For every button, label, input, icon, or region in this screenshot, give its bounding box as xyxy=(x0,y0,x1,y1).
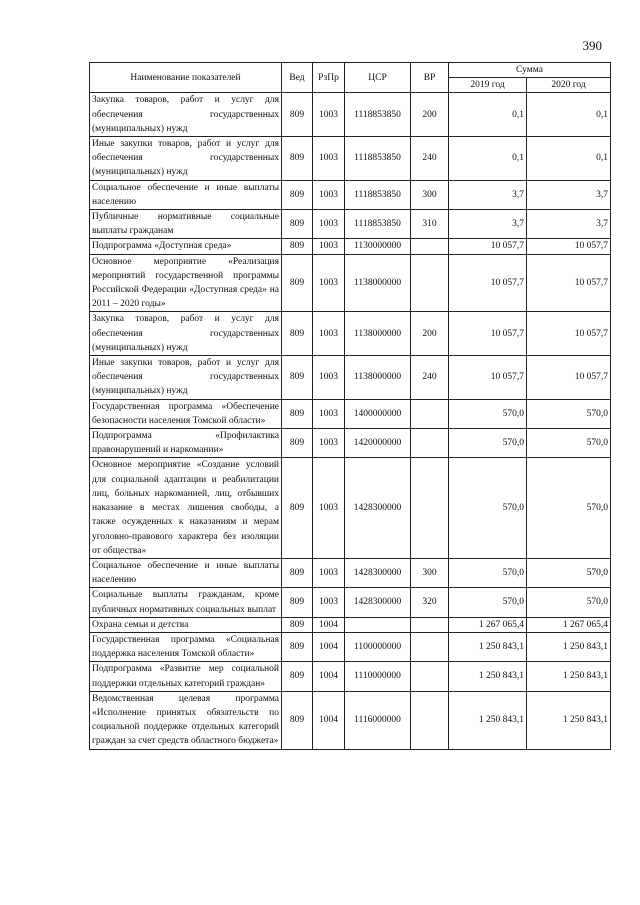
header-rzpr: РзПр xyxy=(313,63,345,93)
table-row xyxy=(90,662,611,691)
row-2020-amount: 10 057,7 xyxy=(527,254,611,312)
row-rzpr-cell: 1003 xyxy=(313,458,345,558)
row-csr-cell: 1428300000 xyxy=(345,458,411,558)
row-2020-amount: 10 057,7 xyxy=(527,356,611,400)
table-row xyxy=(90,210,611,239)
row-csr-cell: 1428300000 xyxy=(345,558,411,587)
row-vr-cell xyxy=(411,662,449,691)
header-vr: ВР xyxy=(411,63,449,93)
row-2020-amount: 3,7 xyxy=(527,210,611,239)
row-2020-amount: 570,0 xyxy=(527,588,611,617)
row-name-cell: Ведомственная целевая программа «Исполнение принятых обязательств по социальной поддержке отдельных категорий граждан за счет средств областного бюджета» xyxy=(90,691,282,749)
row-rzpr-cell: 1003 xyxy=(313,399,345,428)
row-csr-cell: 1116000000 xyxy=(345,691,411,749)
row-2019-amount: 570,0 xyxy=(449,588,527,617)
header-2019: 2019 год xyxy=(449,78,527,93)
row-name-cell: Подпрограмма «Развитие мер социальной поддержки отдельных категорий граждан» xyxy=(90,662,282,691)
row-name-cell: Социальные выплаты гражданам, кроме публичных нормативных социальных выплат xyxy=(90,588,282,617)
table-row xyxy=(90,588,611,617)
row-rzpr-cell: 1003 xyxy=(313,210,345,239)
header-csr: ЦСР xyxy=(345,63,411,93)
row-2019-amount: 10 057,7 xyxy=(449,254,527,312)
header-name: Наименование показателей xyxy=(90,63,282,93)
row-rzpr-cell: 1003 xyxy=(313,254,345,312)
row-csr-cell xyxy=(345,617,411,632)
row-rzpr-cell: 1004 xyxy=(313,662,345,691)
row-2019-amount: 0,1 xyxy=(449,93,527,137)
row-name-cell: Подпрограмма «Доступная среда» xyxy=(90,239,282,254)
table-row xyxy=(90,691,611,749)
row-vr-cell: 200 xyxy=(411,312,449,356)
row-2020-amount: 10 057,7 xyxy=(527,239,611,254)
row-2019-amount: 1 267 065,4 xyxy=(449,617,527,632)
row-name-cell: Публичные нормативные социальные выплаты гражданам xyxy=(90,210,282,239)
table-row xyxy=(90,356,611,400)
row-name-cell: Охрана семьи и детства xyxy=(90,617,282,632)
row-2019-amount: 10 057,7 xyxy=(449,239,527,254)
row-2019-amount: 1 250 843,1 xyxy=(449,632,527,661)
row-name-cell: Основное мероприятие «Создание условий для социальной адаптации и реабилитации лиц, больных наркоманией, лиц, отбывших наказание в местах лишения свободы, а также осужденных к наказаниям и мерам уголовно-правового характера без изоляции от общества» xyxy=(90,458,282,558)
row-ved-cell: 809 xyxy=(282,632,313,661)
row-2019-amount: 0,1 xyxy=(449,137,527,181)
row-2019-amount: 3,7 xyxy=(449,210,527,239)
row-name-cell: Основное мероприятие «Реализация мероприятий государственной программы Российской Федерации «Доступная среда» на 2011 – 2020 годы» xyxy=(90,254,282,312)
row-2020-amount: 3,7 xyxy=(527,180,611,209)
row-csr-cell: 1130000000 xyxy=(345,239,411,254)
row-csr-cell: 1110000000 xyxy=(345,662,411,691)
row-csr-cell: 1420000000 xyxy=(345,429,411,458)
row-vr-cell xyxy=(411,458,449,558)
row-name-cell: Подпрограмма «Профилактика правонарушений и наркомании» xyxy=(90,429,282,458)
row-name-cell: Иные закупки товаров, работ и услуг для обеспечения государственных (муниципальных) нужд xyxy=(90,137,282,181)
row-name-cell: Закупка товаров, работ и услуг для обеспечения государственных (муниципальных) нужд xyxy=(90,312,282,356)
row-name-cell: Социальное обеспечение и иные выплаты населению xyxy=(90,558,282,587)
row-vr-cell xyxy=(411,399,449,428)
header-sum: Сумма xyxy=(449,63,611,78)
table-row xyxy=(90,632,611,661)
budget-table xyxy=(89,62,611,750)
table-row xyxy=(90,429,611,458)
table-row xyxy=(90,558,611,587)
row-vr-cell: 240 xyxy=(411,137,449,181)
row-rzpr-cell: 1003 xyxy=(313,558,345,587)
table-body xyxy=(90,93,611,749)
row-csr-cell: 1138000000 xyxy=(345,356,411,400)
row-name-cell: Закупка товаров, работ и услуг для обеспечения государственных (муниципальных) нужд xyxy=(90,93,282,137)
table-row xyxy=(90,254,611,312)
row-ved-cell: 809 xyxy=(282,558,313,587)
table-row xyxy=(90,458,611,558)
row-rzpr-cell: 1003 xyxy=(313,356,345,400)
header-2020: 2020 год xyxy=(527,78,611,93)
row-rzpr-cell: 1003 xyxy=(313,239,345,254)
row-csr-cell: 1118853850 xyxy=(345,180,411,209)
table-row xyxy=(90,399,611,428)
row-rzpr-cell: 1003 xyxy=(313,180,345,209)
row-2020-amount: 1 267 065,4 xyxy=(527,617,611,632)
row-ved-cell: 809 xyxy=(282,356,313,400)
row-ved-cell: 809 xyxy=(282,137,313,181)
row-2020-amount: 1 250 843,1 xyxy=(527,662,611,691)
row-vr-cell: 300 xyxy=(411,180,449,209)
row-vr-cell xyxy=(411,617,449,632)
table-row xyxy=(90,239,611,254)
row-vr-cell: 320 xyxy=(411,588,449,617)
row-2020-amount: 570,0 xyxy=(527,458,611,558)
row-2019-amount: 1 250 843,1 xyxy=(449,691,527,749)
table-row xyxy=(90,137,611,181)
row-csr-cell: 1118853850 xyxy=(345,93,411,137)
row-rzpr-cell: 1004 xyxy=(313,691,345,749)
row-2019-amount: 570,0 xyxy=(449,399,527,428)
row-2020-amount: 0,1 xyxy=(527,137,611,181)
row-name-cell: Государственная программа «Обеспечение безопасности населения Томской области» xyxy=(90,399,282,428)
table-row xyxy=(90,617,611,632)
row-ved-cell: 809 xyxy=(282,429,313,458)
row-ved-cell: 809 xyxy=(282,662,313,691)
row-2020-amount: 0,1 xyxy=(527,93,611,137)
row-csr-cell: 1428300000 xyxy=(345,588,411,617)
row-2019-amount: 3,7 xyxy=(449,180,527,209)
row-vr-cell: 240 xyxy=(411,356,449,400)
row-vr-cell xyxy=(411,239,449,254)
row-2020-amount: 10 057,7 xyxy=(527,312,611,356)
row-ved-cell: 809 xyxy=(282,312,313,356)
row-ved-cell: 809 xyxy=(282,458,313,558)
row-rzpr-cell: 1003 xyxy=(313,93,345,137)
row-ved-cell: 809 xyxy=(282,617,313,632)
row-rzpr-cell: 1004 xyxy=(313,617,345,632)
row-vr-cell: 300 xyxy=(411,558,449,587)
row-csr-cell: 1118853850 xyxy=(345,210,411,239)
row-csr-cell: 1400000000 xyxy=(345,399,411,428)
row-ved-cell: 809 xyxy=(282,399,313,428)
header-ved: Вед xyxy=(282,63,313,93)
row-vr-cell xyxy=(411,254,449,312)
row-vr-cell: 310 xyxy=(411,210,449,239)
row-ved-cell: 809 xyxy=(282,93,313,137)
row-rzpr-cell: 1004 xyxy=(313,632,345,661)
table-row xyxy=(90,180,611,209)
row-2019-amount: 570,0 xyxy=(449,458,527,558)
row-rzpr-cell: 1003 xyxy=(313,429,345,458)
row-vr-cell xyxy=(411,632,449,661)
row-2020-amount: 1 250 843,1 xyxy=(527,691,611,749)
row-csr-cell: 1118853850 xyxy=(345,137,411,181)
row-name-cell: Государственная программа «Социальная поддержка населения Томской области» xyxy=(90,632,282,661)
table-row xyxy=(90,93,611,137)
row-ved-cell: 809 xyxy=(282,691,313,749)
row-ved-cell: 809 xyxy=(282,210,313,239)
row-vr-cell: 200 xyxy=(411,93,449,137)
row-rzpr-cell: 1003 xyxy=(313,137,345,181)
row-2019-amount: 1 250 843,1 xyxy=(449,662,527,691)
row-2020-amount: 570,0 xyxy=(527,429,611,458)
page-number: 390 xyxy=(582,38,602,53)
row-vr-cell xyxy=(411,429,449,458)
row-ved-cell: 809 xyxy=(282,239,313,254)
row-2019-amount: 10 057,7 xyxy=(449,312,527,356)
row-2020-amount: 570,0 xyxy=(527,399,611,428)
row-rzpr-cell: 1003 xyxy=(313,312,345,356)
row-vr-cell xyxy=(411,691,449,749)
row-2019-amount: 10 057,7 xyxy=(449,356,527,400)
row-csr-cell: 1100000000 xyxy=(345,632,411,661)
row-2020-amount: 1 250 843,1 xyxy=(527,632,611,661)
row-ved-cell: 809 xyxy=(282,254,313,312)
row-ved-cell: 809 xyxy=(282,180,313,209)
row-2019-amount: 570,0 xyxy=(449,558,527,587)
row-csr-cell: 1138000000 xyxy=(345,254,411,312)
row-name-cell: Иные закупки товаров, работ и услуг для обеспечения государственных (муниципальных) нужд xyxy=(90,356,282,400)
row-ved-cell: 809 xyxy=(282,588,313,617)
table-row xyxy=(90,312,611,356)
row-2020-amount: 570,0 xyxy=(527,558,611,587)
row-2019-amount: 570,0 xyxy=(449,429,527,458)
row-rzpr-cell: 1003 xyxy=(313,588,345,617)
row-csr-cell: 1138000000 xyxy=(345,312,411,356)
row-name-cell: Социальное обеспечение и иные выплаты населению xyxy=(90,180,282,209)
